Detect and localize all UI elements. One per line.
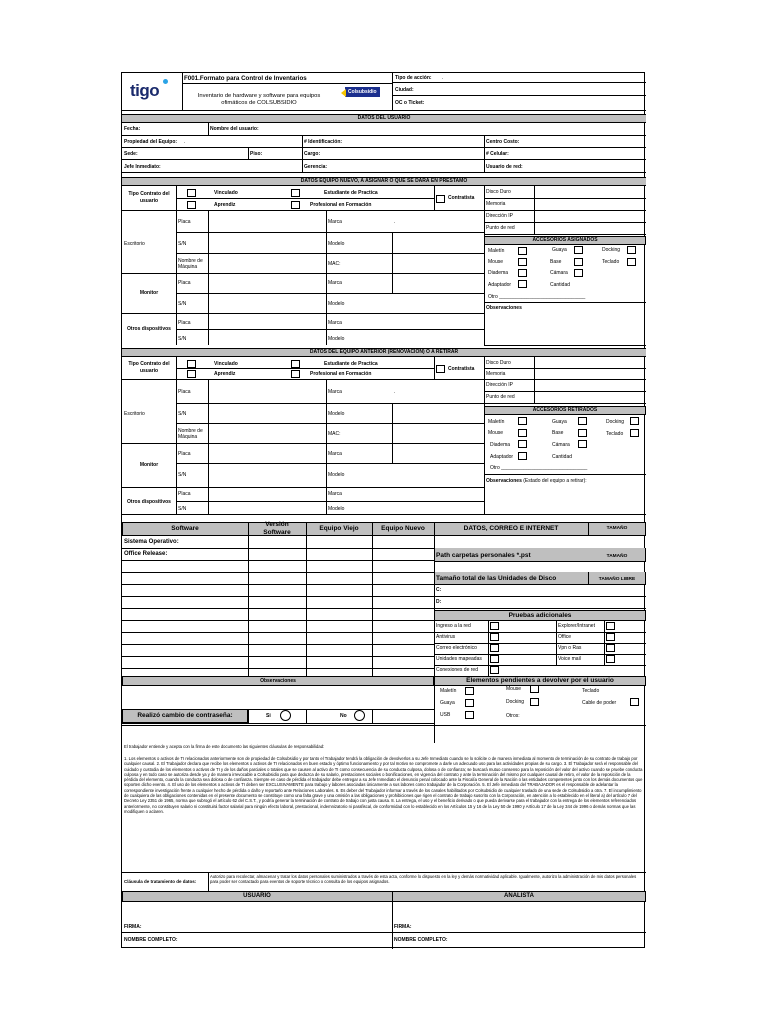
punto-red-label: Punto de red <box>486 394 515 400</box>
modelo-label: Modelo <box>328 301 345 307</box>
maletin-checkbox[interactable] <box>518 247 527 255</box>
col-version: Software <box>263 529 291 536</box>
observaciones-retiro-label: Observaciones (Estado del equipo a retirar): <box>486 478 587 484</box>
cable-poder-checkbox[interactable] <box>630 698 639 706</box>
docking-checkbox[interactable] <box>630 417 639 425</box>
diadema-label: Diadema <box>488 270 509 276</box>
divider <box>484 368 646 369</box>
otros-dispositivos-label: Otros dispositivos <box>127 499 171 505</box>
divider <box>122 608 646 609</box>
divider <box>176 232 484 233</box>
divider <box>534 186 535 234</box>
propiedad-field[interactable]: . <box>184 139 186 145</box>
col-version: Versión <box>265 521 289 528</box>
estudiante-checkbox[interactable] <box>291 189 300 197</box>
divider <box>122 172 646 173</box>
divider <box>176 501 484 502</box>
maletin-checkbox[interactable] <box>518 417 527 425</box>
divider <box>392 95 646 96</box>
vpn-label: Vpn o Ras <box>558 645 582 651</box>
nombre-analista-firma-label: NOMBRE COMPLETO: <box>394 937 448 943</box>
placa-label: Placa <box>178 451 191 457</box>
sistema-operativo-label: Sistema Operativo: <box>124 539 179 545</box>
disco-duro-label: Disco Duro <box>486 189 511 195</box>
path-pst-label: Path carpetas personales *.pst <box>436 552 531 559</box>
col-tamano-libre: TAMAÑO LIBRE <box>598 577 636 582</box>
fecha-label: Fecha: <box>124 126 141 132</box>
aprendiz-label: Aprendiz <box>214 202 236 208</box>
cambio-contrasena-label: Realizó cambio de contraseña: <box>122 709 248 723</box>
docking-label: Docking <box>602 247 621 253</box>
antivirus-checkbox[interactable] <box>490 633 499 641</box>
usuario-heading: USUARIO <box>243 893 271 899</box>
vinculado-label: Vinculado <box>214 361 238 367</box>
memoria-label: Memoria <box>486 201 506 207</box>
tigo-logo-dot <box>163 79 168 84</box>
antivirus-label: Antivirus <box>436 634 456 640</box>
divider <box>122 514 646 515</box>
docking-label: Docking <box>506 699 525 705</box>
mouse-checkbox[interactable] <box>518 258 527 266</box>
modelo-label: Modelo <box>328 241 345 247</box>
col-software: Software <box>171 525 199 532</box>
section-bar-equipo-anterior: DATOS DEL EQUIPO ANTERIOR (RENOVACIÓN) O A RETIRAR <box>122 348 646 357</box>
placa-label: Placa <box>178 280 191 286</box>
divider <box>176 423 484 424</box>
direccion-ip-label: Dirección IP <box>486 213 513 219</box>
divider <box>122 725 646 726</box>
adaptador-checkbox[interactable] <box>518 280 527 288</box>
clausula-datos-label: Cláusula de tratamiento de datos: <box>124 879 197 884</box>
mac-label: MAC: <box>328 261 341 267</box>
profesional-label: Profesional en Formación <box>310 371 372 377</box>
cargo-label: Cargo: <box>304 151 321 157</box>
maletin-pendiente-checkbox[interactable] <box>465 687 474 695</box>
divider <box>326 210 327 323</box>
accesorios-retirados-bar: ACCESORIOS RETIRADOS <box>484 406 646 415</box>
monitor-label: Monitor <box>139 462 159 468</box>
sn-label: S/N <box>178 472 187 478</box>
propiedad-label: Propiedad del Equipo: <box>124 139 178 145</box>
divider <box>556 621 557 665</box>
cable-poder-label: Cable de poder <box>582 700 617 706</box>
col-equipo-nuevo: Equipo Nuevo <box>381 525 425 532</box>
gerencia-label: Gerencia: <box>304 164 328 170</box>
adaptador-checkbox[interactable] <box>518 452 527 460</box>
teclado-checkbox[interactable] <box>630 429 639 437</box>
sn-label: S/N <box>178 301 187 307</box>
escritorio-label: Escritorio <box>124 241 145 247</box>
contratista-label: Contratista <box>448 195 475 201</box>
mouse-label: Mouse <box>488 259 504 265</box>
nombre-usuario-firma-label: NOMBRE COMPLETO: <box>124 937 178 943</box>
guaya-pendiente-checkbox[interactable] <box>465 699 474 707</box>
docking-label: Docking <box>606 419 625 425</box>
divider <box>484 302 646 303</box>
colsubsidio-chevron-icon <box>341 89 346 97</box>
modelo-label: Modelo <box>328 411 345 417</box>
placa-label: Placa <box>178 320 191 326</box>
divider <box>248 147 249 159</box>
divider <box>176 186 177 323</box>
divider <box>534 357 535 403</box>
col-tamano: TAMAÑO <box>606 526 628 531</box>
conexiones-label: Conexiones de red <box>436 667 478 673</box>
legal-intro: El trabajador entiende y acepta con la firma de este documento las siguientes cláusulas de responsabilidad: <box>124 744 325 749</box>
usb-label: USB <box>440 712 451 718</box>
legal-clauses: 1. Los elementos o activos de TI relacionados anteriormente son de propiedad de Colsubsidio y por tanto el Trabajador tendrá la obligación de devolverlos a su Jefe Inmediato cuando se lo solicite o de manera inmediata al momento de terminación de su contrato de trabajo por cualquier causal. 2. El Trabajador declara que recibe los elementos o activos de TI relacionados en buen estado y óptimo funcionamiento y por tal motivo se compromete a darle un adecuado uso para las actividades propias de su cargo. 3. El Trabajador será el responsable del cuidado y custodia de los elementos o activos de TI y de los daños parciales o totales que se causen al activo de TI como consecuencia de su conducta culposa, dolosa o de confianza; se buscará mutuo consenso para la reposición del valor del activo cuando se pruebe conducta culposa y en todo caso se autoriza desde ya y de manera irrevocable a Colsubsidio para que deduzca de su salario, prestaciones sociales o bonificaciones, en vigencia del contrato y ante la terminación del mismo por cualquier causal de retiro, el valor de la reposición de la pérdida del elemento, cuando la conducta sea dolosa o de confianza. Siempre en caso de pérdida el trabajador debe entregar a su Jefe Inmediato el denuncio penal colocado ante la Fiscalía General de la Nación o las entidades competentes junto con los demás documentos que soporten dicho evento. 4. El uso de los elementos o activos de TI deben ser EXCLUSIVAMENTE para trabajo y labores asociadas únicamente a sus labores como trabajador de la Corporación. 5. El Jefe inmediato del TRABAJADOR es el responsable de adelantar la correspondiente investigación frente a cualquier hecho de pérdida o daño y reportarlo ante Relaciones Laborales. 6. Es deber del Trabajador informar a través de los canales habilitados por Colsubsidio de cualquier traslado de una sede de Colsubsidio a otra. 7. El incumplimiento de cualquiera de las obligaciones contenidas en el presente documento se constituye como una falta grave y una omisión a las obligaciones y prohibiciones que rigen el contrato de trabajo suscrito con la Corporación, en atención a lo establecido en el literal a) del artículo 7 del Decreto Ley 2351 de 1965, norma que subrogó el artículo 62 del C.S.T., y podría generar la terminación de contrato de trabajo con justa causa. 8. La entrega, el uso y el beneficio derivado o que pueda derivarse para el trabajador con la entrega de los elementos referenciados anteriormente, no constituyen salario ni constituirá factor salarial para ningún efecto laboral, prestacional, indemnizatorio ni parafiscal, de conformidad con lo establecido en los Artículos 15 y 16 de la Ley 50 de 1990 y Artículo 17 de la Ley 344 de 1996 o demás normas que las modifiquen o aclaren. <box>124 756 643 814</box>
camara-checkbox[interactable] <box>574 269 583 277</box>
cantidad-label: Cantidad <box>550 282 571 288</box>
conexiones-checkbox[interactable] <box>490 666 499 674</box>
estudiante-checkbox[interactable] <box>291 360 300 368</box>
divider <box>302 135 303 172</box>
divider <box>122 872 646 873</box>
divider <box>208 313 209 345</box>
explorer-checkbox[interactable] <box>606 622 615 630</box>
divider <box>122 632 434 633</box>
nombre-maquina-label: Nombre de <box>178 428 203 434</box>
mouse-label: Mouse <box>506 686 522 692</box>
divider <box>182 73 183 110</box>
teclado-label: Teclado <box>582 688 600 694</box>
memoria-label: Memoria <box>486 371 506 377</box>
divider <box>122 379 646 380</box>
divider <box>326 313 327 345</box>
divider <box>122 668 434 669</box>
divider <box>306 522 307 620</box>
divider <box>392 403 393 463</box>
camara-label: Cámara <box>550 270 568 276</box>
divider <box>122 159 646 160</box>
oc-ticket-label: OC o Ticket: <box>395 100 425 106</box>
correo-label: Correo electrónico <box>436 645 477 651</box>
divider <box>176 329 484 330</box>
modelo-label: Modelo <box>328 472 345 478</box>
divider <box>122 596 646 597</box>
base-checkbox[interactable] <box>578 429 587 437</box>
firma-analista-label: FIRMA: <box>394 924 412 930</box>
vinculado-checkbox[interactable] <box>187 360 196 368</box>
profesional-label: Profesional en Formación <box>310 202 372 208</box>
divider <box>122 560 434 561</box>
adaptador-label: Adaptador <box>490 454 514 460</box>
ingreso-red-checkbox[interactable] <box>490 622 499 630</box>
aprendiz-checkbox[interactable] <box>187 370 196 378</box>
explorer-label: Explorer/Intranet <box>558 623 595 629</box>
aprendiz-label: Aprendiz <box>214 371 236 377</box>
centro-costo-label: Centro Costo: <box>486 139 520 145</box>
firma-usuario-label: FIRMA: <box>124 924 142 930</box>
divider <box>176 357 177 514</box>
divider <box>176 368 434 369</box>
usb-pendiente-checkbox[interactable] <box>465 711 474 719</box>
divider <box>488 621 489 676</box>
contratista-checkbox[interactable] <box>436 365 445 373</box>
nombre-maquina-label: Nombre de <box>178 258 203 264</box>
guaya-checkbox[interactable] <box>578 417 587 425</box>
docking-checkbox[interactable] <box>627 246 636 254</box>
divider <box>176 253 484 254</box>
observaciones-bar: Observaciones <box>122 676 434 686</box>
otros-dispositivos-label: Otros dispositivos <box>127 326 171 332</box>
vinculado-checkbox[interactable] <box>187 189 196 197</box>
inventory-form <box>121 72 645 948</box>
diadema-label: Diadema <box>490 442 511 448</box>
section-bar-equipo-nuevo: DATOS EQUIPO NUEVO, A ASIGNAR O QUE SE DARÁ EN PRÉSTAMO <box>122 177 646 186</box>
divider <box>176 463 484 464</box>
si-radio[interactable] <box>280 710 291 721</box>
pruebas-adicionales-bar: Pruebas adicionales <box>434 610 646 621</box>
divider <box>392 82 646 83</box>
placa-label: Placa <box>178 219 191 225</box>
base-label: Base <box>552 430 564 436</box>
docking-pendiente-checkbox[interactable] <box>530 698 539 706</box>
divider <box>208 872 209 891</box>
unidades-checkbox[interactable] <box>490 655 499 663</box>
celular-label: # Celular: <box>486 151 509 157</box>
no-radio[interactable] <box>354 710 365 721</box>
tipo-contrato-label: Tipo Contrato del <box>128 191 170 197</box>
divider <box>122 273 484 274</box>
tipo-contrato-label: Tipo Contrato del <box>128 361 170 367</box>
divider <box>122 110 646 111</box>
teclado-label: Teclado <box>606 431 624 437</box>
sn-label: S/N <box>178 241 187 247</box>
divider <box>176 293 484 294</box>
col-equipo-viejo: Equipo Viejo <box>319 525 359 532</box>
estudiante-label: Estudiante de Practica <box>324 361 378 367</box>
diadema-checkbox[interactable] <box>518 440 527 448</box>
unidades-label: Unidades mapeadas <box>436 656 482 662</box>
divider <box>122 932 646 933</box>
modelo-label: Modelo <box>328 506 345 512</box>
col-tamano: TAMAÑO <box>606 554 628 559</box>
marca-field[interactable]: . <box>394 389 396 395</box>
divider <box>604 621 605 665</box>
ingreso-red-label: Ingreso a la red <box>436 623 471 629</box>
disco-duro-label: Disco Duro <box>486 360 511 366</box>
divider <box>484 135 485 172</box>
analista-heading: ANALISTA <box>504 893 534 899</box>
divider <box>392 232 393 293</box>
piso-label: Piso: <box>250 151 263 157</box>
camara-label: Cámara <box>552 442 570 448</box>
teclado-label: Teclado <box>602 259 620 265</box>
drive-c-label: C: <box>436 587 442 593</box>
jefe-label: Jefe Inmediato: <box>124 164 161 170</box>
divider <box>484 391 646 392</box>
divider <box>176 313 177 345</box>
colsubsidio-logo: Colsubsidio <box>345 87 380 97</box>
mouse-checkbox[interactable] <box>518 429 527 437</box>
divider <box>122 723 434 724</box>
placa-label: Placa <box>178 389 191 395</box>
divider <box>484 234 646 235</box>
cantidad-label: Cantidad <box>552 454 573 460</box>
divider <box>372 709 373 723</box>
nombre-maquina-label: Máquina <box>178 264 198 270</box>
divider <box>182 83 392 84</box>
form-title: F001.Formato para Control de Inventarios <box>184 75 307 82</box>
divider <box>122 644 434 645</box>
voice-mail-checkbox[interactable] <box>606 655 615 663</box>
guaya-label: Guaya <box>552 247 567 253</box>
aprendiz-checkbox[interactable] <box>187 201 196 209</box>
maletin-label: Maletín <box>488 419 505 425</box>
drive-d-label: D: <box>436 599 442 605</box>
divider <box>484 313 485 345</box>
form-subtitle: Inventario de hardware y software para equipos <box>197 93 321 99</box>
divider <box>326 379 327 514</box>
camara-checkbox[interactable] <box>578 440 587 448</box>
marca-label: Marca <box>328 219 342 225</box>
office-label: Office <box>558 634 571 640</box>
divider <box>434 522 435 620</box>
divider <box>122 443 484 444</box>
divider <box>306 709 307 723</box>
tamano-total-label: Tamaño total de las Unidades de Disco <box>436 575 557 582</box>
ciudad-label: Ciudad: <box>395 87 414 93</box>
diadema-checkbox[interactable] <box>518 269 527 277</box>
pendientes-bar: Elementos pendientes a devolver por el usuario <box>434 676 646 686</box>
base-checkbox[interactable] <box>574 258 583 266</box>
divider <box>484 210 646 211</box>
sn-label: S/N <box>178 506 187 512</box>
divider <box>208 123 209 135</box>
tipo-contrato-label: usuario <box>139 368 159 374</box>
marca-label: Marca <box>328 451 342 457</box>
divider <box>248 709 249 723</box>
section-bar-usuario: DATOS DEL USUARIO <box>122 114 646 123</box>
profesional-checkbox[interactable] <box>291 201 300 209</box>
escritorio-label: Escritorio <box>124 411 145 417</box>
divider <box>122 656 434 657</box>
contratista-label: Contratista <box>448 366 475 372</box>
sn-label: S/N <box>178 411 187 417</box>
sn-label: S/N <box>178 336 187 342</box>
divider <box>392 73 393 110</box>
si-label: Si <box>266 713 271 719</box>
divider <box>484 222 646 223</box>
office-release-label: Office Release: <box>124 551 168 557</box>
divider <box>208 210 209 323</box>
observaciones-label: Observaciones <box>486 305 522 311</box>
nombre-maquina-label: Máquina <box>178 434 198 440</box>
divider <box>208 379 209 514</box>
marca-label: Marca <box>328 280 342 286</box>
guaya-label: Guaya <box>552 419 567 425</box>
divider <box>484 403 646 404</box>
estudiante-label: Estudiante de Practica <box>324 190 378 196</box>
direccion-ip-label: Dirección IP <box>486 382 513 388</box>
otro-field[interactable]: Otro _______________________________ <box>488 294 586 300</box>
vpn-checkbox[interactable] <box>606 644 615 652</box>
divider <box>122 487 484 488</box>
divider <box>434 665 646 666</box>
form-subtitle: ofimáticos de COLSUBSIDIO <box>221 100 297 106</box>
adaptador-label: Adaptador <box>488 282 512 288</box>
divider <box>122 147 646 148</box>
modelo-label: Modelo <box>328 336 345 342</box>
voice-mail-label: Voice mail <box>558 656 581 662</box>
marca-field[interactable]: . <box>394 219 396 225</box>
divider <box>176 198 434 199</box>
clausula-datos-text: Autorizo para recolectar, almacenar y tratar los datos personales suministrados a través de esta acta, conforme lo dispuesto en la ley y demás normatividad aplicable. Igualmente, autorizo la administración de mis datos personales para poder ser contactado para eventos de soporte técnico o consulta de los equipos asignados. <box>210 874 637 885</box>
divider <box>434 186 435 210</box>
marca-label: Marca <box>328 320 342 326</box>
contratista-checkbox[interactable] <box>436 195 445 203</box>
maletin-label: Maletín <box>488 248 505 254</box>
divider <box>372 522 373 620</box>
placa-label: Placa <box>178 491 191 497</box>
teclado-checkbox[interactable] <box>627 258 636 266</box>
otro-field[interactable]: Otro _______________________________ <box>490 465 588 471</box>
no-label: No <box>340 713 347 719</box>
divider <box>484 345 646 346</box>
punto-red-label: Punto de red <box>486 225 515 231</box>
tigo-logo: tigo <box>130 81 160 100</box>
divider <box>484 198 646 199</box>
guaya-checkbox[interactable] <box>574 246 583 254</box>
tipo-contrato-label: usuario <box>139 198 159 204</box>
mouse-label: Mouse <box>488 430 504 436</box>
base-label: Base <box>550 259 562 265</box>
otros-label: Otros: <box>506 713 520 719</box>
divider <box>484 474 646 475</box>
col-datos-correo: DATOS, CORREO E INTERNET <box>463 525 559 532</box>
correo-checkbox[interactable] <box>490 644 499 652</box>
vinculado-label: Vinculado <box>214 190 238 196</box>
monitor-label: Monitor <box>139 290 159 296</box>
guaya-label: Guaya <box>440 700 455 706</box>
tipo-accion-label: Tipo de acción: <box>395 75 432 81</box>
mac-label: MAC: <box>328 431 341 437</box>
divider <box>434 357 435 379</box>
office-checkbox[interactable] <box>606 633 615 641</box>
mouse-pendiente-checkbox[interactable] <box>530 685 539 693</box>
marca-label: Marca <box>328 389 342 395</box>
sede-label: Sede: <box>124 151 138 157</box>
divider <box>484 357 485 514</box>
nombre-usuario-label: Nombre del usuario: <box>210 126 259 132</box>
profesional-checkbox[interactable] <box>291 370 300 378</box>
divider <box>176 403 484 404</box>
divider <box>122 135 646 136</box>
marca-label: Marca <box>328 491 342 497</box>
identificacion-label: # Identificación: <box>304 139 343 145</box>
accesorios-asignados-bar: ACCESORIOS ASIGNADOS <box>484 236 646 245</box>
usuario-red-label: Usuario de red: <box>486 164 523 170</box>
tipo-accion-field[interactable]: . <box>442 75 444 81</box>
maletin-label: Maletín <box>440 688 457 694</box>
